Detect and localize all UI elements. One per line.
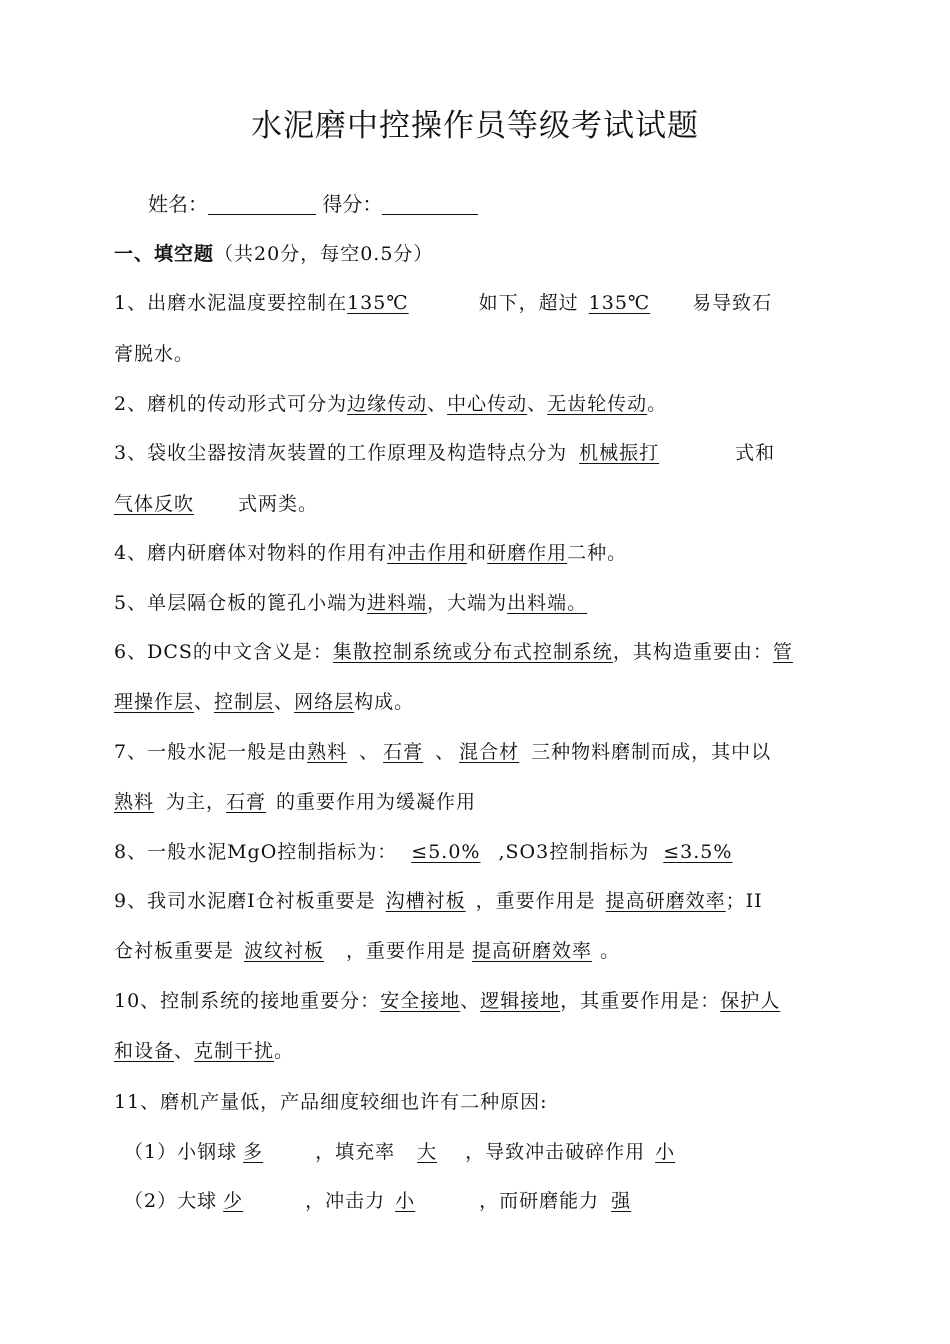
text: 4、磨内研磨体对物料的作用有 xyxy=(114,542,388,564)
text: 、 xyxy=(174,1040,195,1062)
text: 构成。 xyxy=(354,691,415,713)
text: 、 xyxy=(527,393,548,415)
text: 7、一般水泥一般是由 xyxy=(114,741,308,763)
answer: 多 xyxy=(243,1141,264,1163)
question-11 xyxy=(114,1089,548,1115)
text: 10、控制系统的接地重要分： xyxy=(114,990,381,1012)
answer: 无齿轮传动 xyxy=(547,393,648,415)
answer: 小 xyxy=(655,1141,676,1163)
text: 仓衬板重要是 xyxy=(114,940,235,962)
text: ，其构造重要由： xyxy=(612,641,773,663)
question-11-item-1 xyxy=(124,1139,725,1165)
text: 易导致石 xyxy=(692,292,773,314)
text: ；II xyxy=(725,890,763,912)
text: 的重要作用为缓凝作用 xyxy=(276,791,477,813)
page-title: 水泥磨中控操作员等级考试试题 xyxy=(251,108,699,144)
question-1-line-2 xyxy=(114,341,194,367)
text: ，其重要作用是： xyxy=(560,990,721,1012)
question-5 xyxy=(114,590,601,616)
question-10-line-2 xyxy=(114,1038,294,1064)
question-3-line-2 xyxy=(114,491,318,517)
text: 1、出磨水泥温度要控制在 xyxy=(114,292,348,314)
text: （1）小钢球 xyxy=(124,1141,238,1163)
text: 、 xyxy=(460,990,481,1012)
answer: 提高研磨效率 xyxy=(472,940,593,962)
answer: ≤3.5% xyxy=(663,841,733,863)
answer: 控制层 xyxy=(214,691,275,713)
answer: 研磨作用 xyxy=(487,542,568,564)
answer: 提高研磨效率 xyxy=(605,890,726,912)
text: 、 xyxy=(274,691,295,713)
text: 三种物料磨制而成，其中以 xyxy=(531,741,772,763)
text: 式两类。 xyxy=(238,493,319,515)
text: 二种。 xyxy=(567,542,628,564)
text: ，导致冲击破碎作用 xyxy=(465,1141,646,1163)
question-2 xyxy=(114,391,667,417)
text: 、 xyxy=(427,393,448,415)
text: 为主， xyxy=(166,791,227,813)
answer: 少 xyxy=(223,1190,244,1212)
text: ，重要作用是 xyxy=(346,940,467,962)
answer: 强 xyxy=(611,1190,632,1212)
answer: 克制干扰 xyxy=(194,1040,275,1062)
question-10-line-1 xyxy=(114,988,780,1014)
answer: 135℃ xyxy=(588,292,651,314)
section-heading xyxy=(114,241,433,267)
question-3-line-1 xyxy=(114,440,775,466)
text: ，大端为 xyxy=(427,592,508,614)
answer: 混合材 xyxy=(459,741,520,763)
text: 、 xyxy=(194,691,215,713)
answer: 石膏 xyxy=(383,741,424,763)
question-7-line-2 xyxy=(114,789,476,815)
text: ，填充率 xyxy=(315,1141,396,1163)
text: 3、袋收尘器按清灰装置的工作原理及构造特点分为 xyxy=(114,442,568,464)
text: 。 xyxy=(647,393,668,415)
name-score-row xyxy=(148,188,478,217)
text: 、 xyxy=(359,741,380,763)
text: 如下，超过 xyxy=(478,292,579,314)
score-label: 得分： xyxy=(322,192,383,216)
answer: 石膏 xyxy=(226,791,267,813)
answer: 边缘传动 xyxy=(347,393,428,415)
score-blank xyxy=(382,192,478,215)
section-note: （共20分，每空0.5分） xyxy=(214,243,434,265)
question-6-line-2 xyxy=(114,689,414,715)
text: 6、DCS的中文含义是： xyxy=(114,641,333,663)
name-label: 姓名： xyxy=(148,192,208,216)
answer: ≤5.0% xyxy=(411,841,481,863)
answer: 网络层 xyxy=(294,691,355,713)
answer: 集散控制系统或分布式控制系统 xyxy=(332,641,613,663)
answer: 进料端 xyxy=(367,592,428,614)
text: 式和 xyxy=(735,442,776,464)
answer: 熟料 xyxy=(114,791,155,813)
question-1-line-1 xyxy=(114,290,772,316)
text: 8、一般水泥MgO控制指标为： xyxy=(114,841,398,863)
question-8 xyxy=(114,839,762,865)
section-title: 一、填空题 xyxy=(114,243,215,265)
text: ，而研磨能力 xyxy=(479,1190,600,1212)
answer: 大 xyxy=(417,1141,438,1163)
question-9-line-1 xyxy=(114,888,763,914)
text: 、 xyxy=(435,741,456,763)
question-9-line-2 xyxy=(114,938,620,964)
text: 5、单层隔仓板的篦孔小端为 xyxy=(114,592,368,614)
answer: 理操作层 xyxy=(114,691,195,713)
answer: 波纹衬板 xyxy=(244,940,325,962)
answer: 和设备 xyxy=(114,1040,175,1062)
text: ，重要作用是 xyxy=(475,890,596,912)
answer: 出料端。 xyxy=(507,592,588,614)
text: 。 xyxy=(600,940,621,962)
text: ，冲击力 xyxy=(305,1190,386,1212)
text: 9、我司水泥磨Ⅰ仓衬板重要是 xyxy=(114,890,376,912)
question-4 xyxy=(114,540,627,566)
question-6-line-1 xyxy=(114,639,793,665)
answer: 保护人 xyxy=(720,990,781,1012)
answer: 沟槽衬板 xyxy=(385,890,466,912)
answer: 机械振打 xyxy=(579,442,660,464)
answer: 管 xyxy=(772,641,793,663)
answer: 小 xyxy=(395,1190,416,1212)
answer: 中心传动 xyxy=(447,393,528,415)
answer: 逻辑接地 xyxy=(480,990,561,1012)
text: 。 xyxy=(274,1040,295,1062)
question-11-item-2 xyxy=(124,1188,677,1214)
question-7-line-1 xyxy=(114,739,771,765)
text: ,SO3控制指标为 xyxy=(498,841,650,863)
text: 和 xyxy=(467,542,488,564)
text: 2、磨机的传动形式可分为 xyxy=(114,393,348,415)
answer: 熟料 xyxy=(307,741,348,763)
text: （2）大球 xyxy=(124,1190,218,1212)
name-blank xyxy=(208,192,316,215)
answer: 安全接地 xyxy=(380,990,461,1012)
answer: 冲击作用 xyxy=(387,542,468,564)
answer: 气体反吹 xyxy=(114,493,195,515)
answer: 135℃ xyxy=(347,292,409,314)
text: 膏脱水。 xyxy=(114,343,195,365)
text: 11、磨机产量低，产品细度较细也许有二种原因: xyxy=(114,1091,548,1113)
